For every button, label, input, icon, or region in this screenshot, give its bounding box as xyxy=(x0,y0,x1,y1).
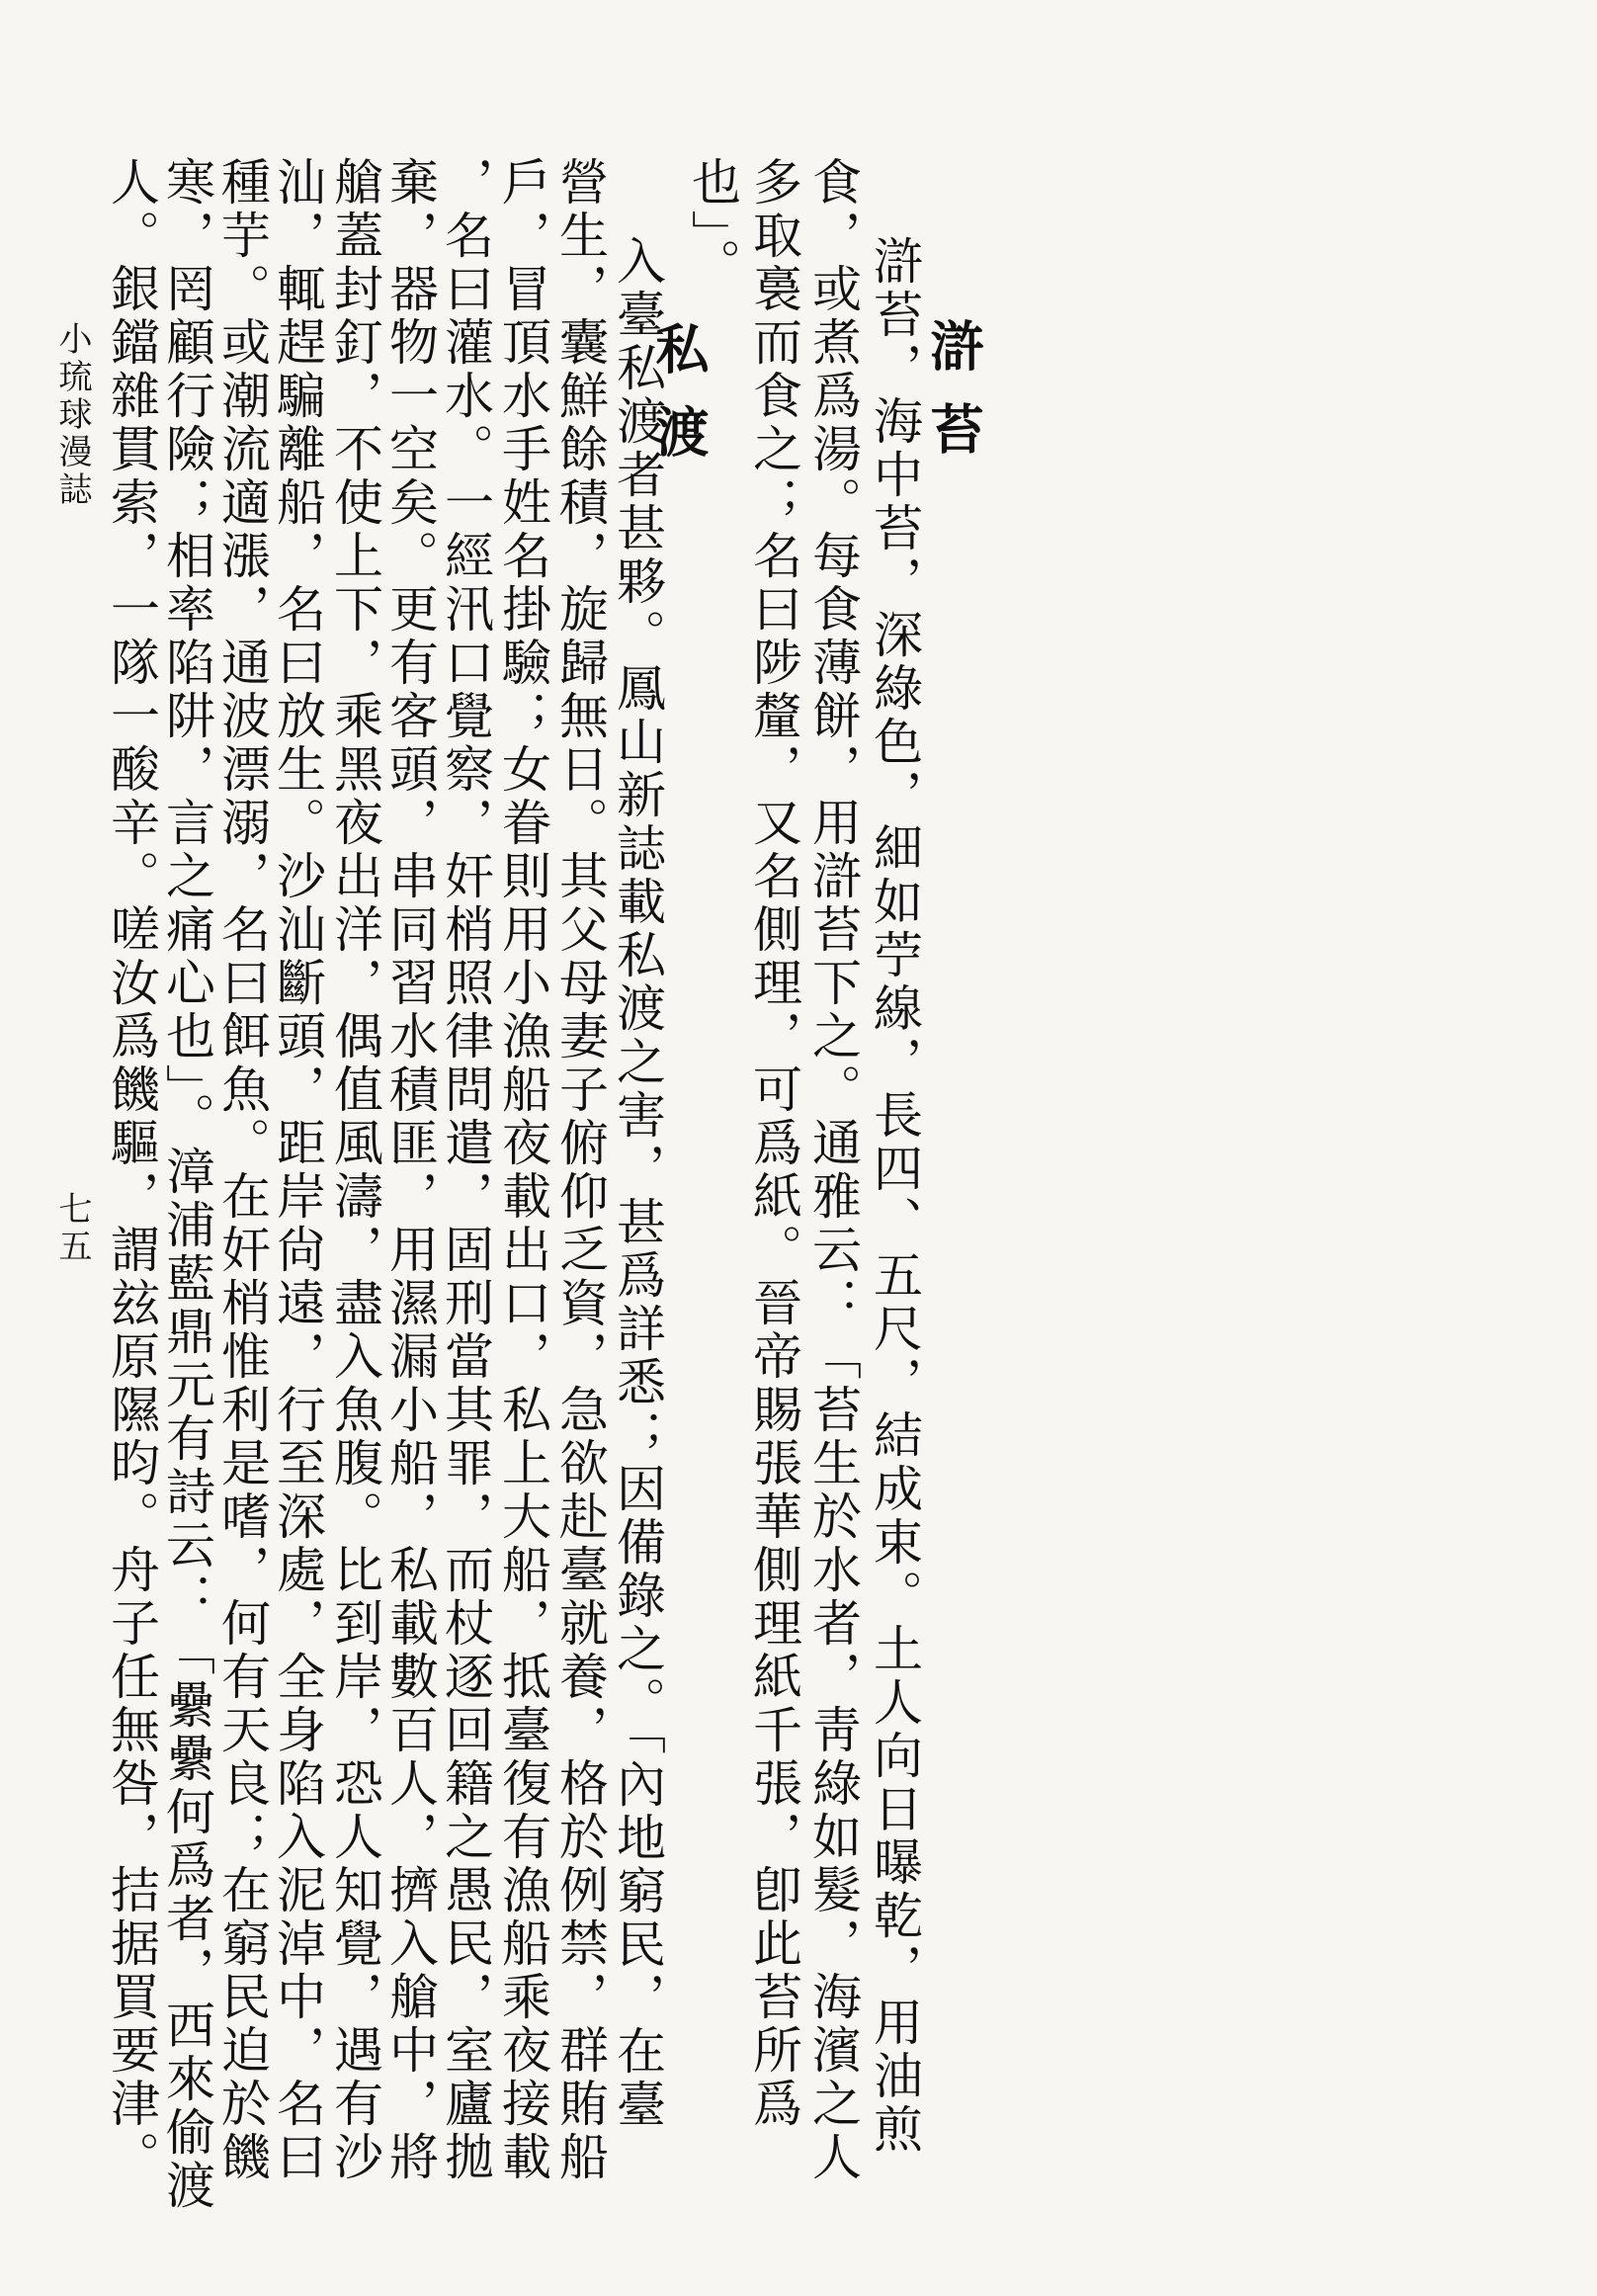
section-heading-1: 滸苔 xyxy=(922,318,985,484)
text-column: 多取裛而食之；名曰陟釐，又名側理，可爲紙。晉帝賜張華側理紙千張，卽此苔所爲 xyxy=(745,156,802,2131)
text-column: 寒，罔顧行險；相率陷阱，言之痛心也」。漳浦藍鼎元有詩云：「纍纍何爲者，西來偷渡 xyxy=(158,156,215,2213)
text-column: 人。銀鐺雜貫索，一隊一酸辛。嗟汝爲饑驅，謂玆原隰昀。舟子任無咎，拮据買要津。 xyxy=(103,156,160,2184)
text-column: 滸苔，海中苔，深綠色，細如苧線，長四、五尺，結成束。土人向日曝乾，用油煎 xyxy=(866,235,923,2157)
text-column: 也」。 xyxy=(684,156,741,292)
text-column: 汕，輒趕騙離船，名曰放生。沙汕斷頭，距岸尙遠，行至深處，全身陷入泥淖中，名曰 xyxy=(269,156,326,2184)
text-column: ，名曰灌水。一經汛口覺察，奸梢照律問遣，固刑當其罪，而杖逐回籍之愚民，室廬拋 xyxy=(437,156,494,2184)
section-heading-2: 私渡 xyxy=(647,321,711,487)
text-column: 入臺私渡者甚夥。鳳山新誌載私渡之害，甚爲詳悉；因備錄之。「內地窮民，在臺 xyxy=(609,235,666,2132)
text-column: 種芋。或潮流適漲，通波漂溺，名曰餌魚。在奸梢惟利是嗜，何有天良；在窮民迫於饑 xyxy=(213,156,271,2184)
book-title: 小琉球漫誌 xyxy=(52,321,92,509)
text-column: 棄，器物一空矣。更有客頭，串同習水積匪，用濕漏小船，私載數百人，擠入艙中，將 xyxy=(381,156,439,2184)
page-number: 七五 xyxy=(52,1191,92,1266)
text-column: 食，或煮爲湯。每食薄餅，用滸苔下之。通雅云：「苔生於水者，靑綠如髮，海濱之人 xyxy=(804,156,862,2184)
text-column: 戶，冒頂水手姓名掛驗；女眷則用小漁船夜載出口，私上大船，抵臺復有漁船乘夜接載 xyxy=(494,156,551,2184)
text-column: 營生，囊鮮餘積，旋歸無日。其父母妻子俯仰乏資，急欲赴臺就養，格於例禁，群賄船 xyxy=(551,156,609,2184)
text-column: 艙蓋封釘，不使上下，乘黑夜出洋，偶值風濤，盡入魚腹。比到岸，恐人知覺，遇有沙 xyxy=(326,156,383,2184)
